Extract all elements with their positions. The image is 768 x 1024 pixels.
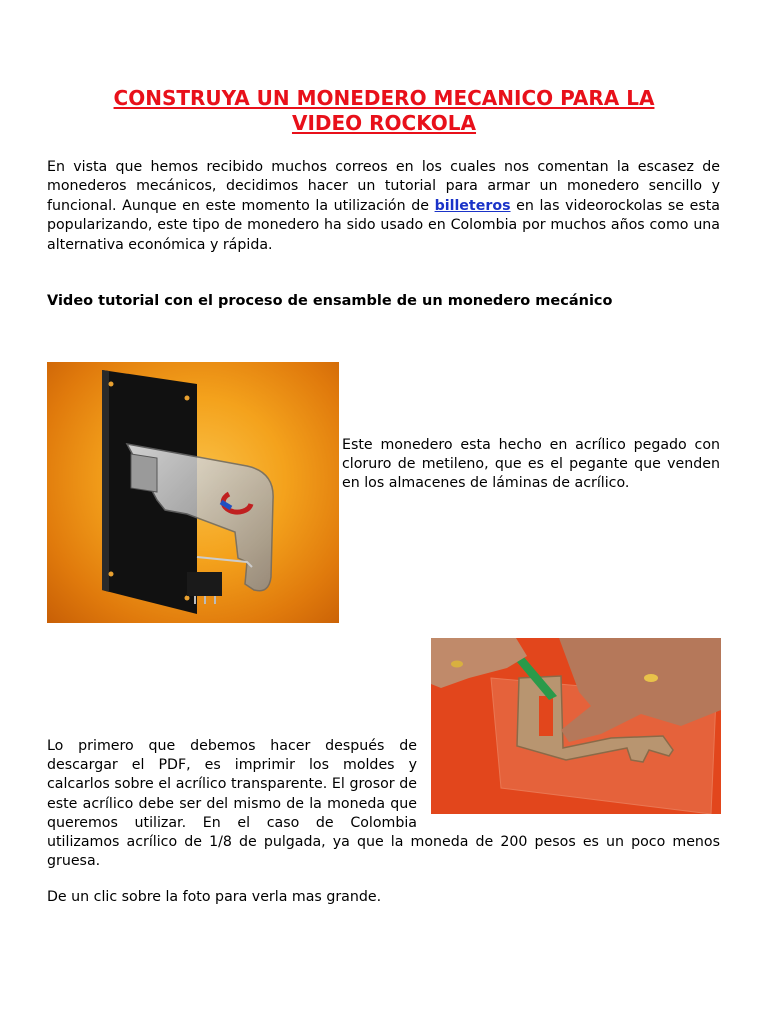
billeteros-link[interactable]: billeteros [434,197,511,214]
intro-text-after-link: en las videorockolas se esta popularizando, este tipo de monedero ha sido usado en Colombia por muchos años como una alternativa económica y rápida. [47,197,720,253]
acrylic-description: Este monedero esta hecho en acrílico pegado con cloruro de metileno, que es el pegante que venden en los almacenes de láminas de acrílico. [342,437,720,491]
coin-mechanism-illustration [47,362,339,623]
tracing-instructions-text: Lo primero que debemos hacer después de descargar el PDF, es imprimir los moldes y calcarlos sobre el acrílico transparente. El grosor de este acrílico debe ser del mismo de la moneda que queremos utilizar. En el caso de Colombia utilizamos acrílico de 1/8 de pulgada, ya que la moneda de 200 pesos es un poco menos gruesa. [47,738,720,870]
intro-paragraph [47,158,720,255]
tracing-instructions [47,737,720,871]
photo-spacer [417,737,720,833]
title-line-1: CONSTRUYA UN MONEDERO MECANICO PARA LA [113,86,655,110]
coin-mechanism-render-photo[interactable] [47,362,339,623]
title-line-2: VIDEO ROCKOLA [291,111,477,135]
page-title [48,86,720,136]
click-photo-note: De un clic sobre la foto para verla mas grande. [47,889,382,905]
micro-switch [187,572,222,596]
intro-text-before-link: En vista que hemos recibido muchos correos en los cuales nos comentan la escasez de monederos mecánicos, decidimos hacer un tutorial para armar un monedero sencillo y funcional. Aunque en este momento la utilización de [47,159,720,214]
video-tutorial-subheading: Video tutorial con el proceso de ensamble de un monedero mecánico [47,293,613,309]
